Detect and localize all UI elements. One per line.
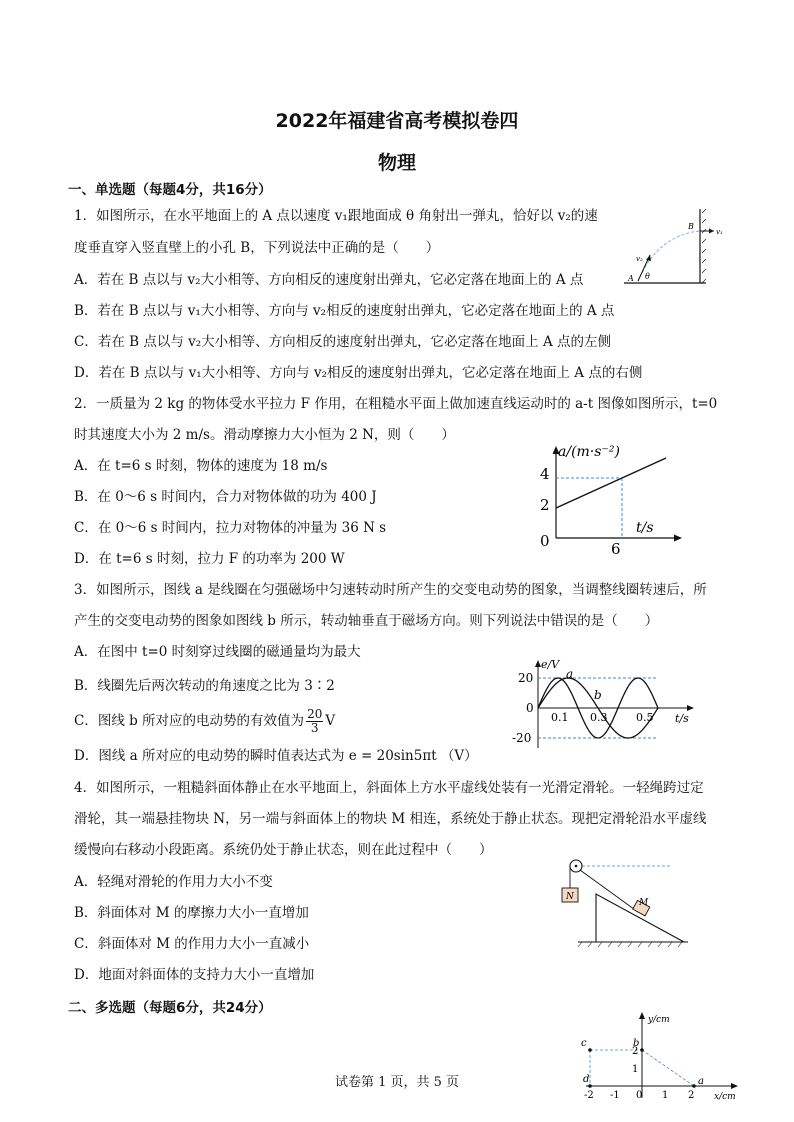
q3-option-c-fraction bbox=[306, 708, 323, 735]
q2-stem-line2: 时其速度大小为 2 m/s。滑动摩擦力大小恒为 2 N，则（ ） bbox=[74, 427, 455, 443]
q4-stem-line3: 缓慢向右移动小段距离。系统仍处于静止状态，则在此过程中（ ） bbox=[74, 842, 493, 858]
q3-option-a: A．在图中 t=0 时刻穿过线圈的磁通量均为最大 bbox=[74, 644, 361, 660]
page-footer: 试卷第 1 页，共 5 页 bbox=[334, 1075, 460, 1090]
q4-option-c: C．斜面体对 M 的作用力大小一直减小 bbox=[74, 936, 310, 952]
q4-option-a: A．轻绳对滑轮的作用力大小不变 bbox=[74, 874, 273, 890]
q2-series-line bbox=[556, 458, 666, 508]
q3-fraction-numerator: 20 bbox=[307, 707, 323, 721]
q4-stem-line2: 滑轮，其一端悬挂物块 N，另一端与斜面体上的物块 M 相连，系统处于静止状态。现把定滑轮沿水平虚线 bbox=[74, 811, 707, 827]
q1-option-a: A．若在 B 点以与 v₂大小相等、方向相反的速度射出弹丸，它必定落在地面上的 A 点 bbox=[74, 272, 584, 288]
q2-xtick-6: 6 bbox=[611, 540, 621, 558]
q1-stem-line2: 度垂直穿入竖直壁上的小孔 B，下列说法中正确的是（ ） bbox=[74, 240, 440, 256]
q2-option-b: B．在 0～6 s 时间内，合力对物体做的功为 400 J bbox=[74, 489, 377, 505]
q3-origin: 0 bbox=[526, 701, 534, 715]
q3-stem-line1: 3．如图所示，图线 a 是线圈在匀强磁场中匀速转动时所产生的交变电动势的图象，当调整线圈转速后，所 bbox=[74, 582, 707, 598]
q5-ytick: 1 bbox=[632, 1064, 639, 1075]
q1-projectile-figure bbox=[618, 205, 730, 287]
q5-y-axis-label: y/cm bbox=[648, 1015, 670, 1025]
q3-xtick-0.5: 0.5 bbox=[636, 711, 654, 724]
q2-x-axis-label: t/s bbox=[636, 520, 654, 536]
q5-point-label-c: c bbox=[581, 1038, 587, 1049]
q1-fig-label-v2: v₂ bbox=[636, 255, 643, 263]
q1-stem-line1: 1．如图所示，在水平地面上的 A 点以速度 v₁跟地面成 θ 角射出一弹丸，恰好以 v₂的速 bbox=[74, 208, 598, 224]
q4-stem-line1: 4．如图所示，一粗糙斜面体静止在水平地面上，斜面体上方水平虚线处装有一光滑定滑轮。一轻绳跨过定 bbox=[74, 780, 704, 796]
q4-fig-label-m: M bbox=[639, 898, 649, 908]
section-heading-single-choice: 一、单选题（每题4分，共16分） bbox=[68, 182, 272, 198]
q5-xtick: 1 bbox=[662, 1090, 669, 1101]
q2-option-c: C．在 0～6 s 时间内，拉力对物体的冲量为 36 N s bbox=[74, 520, 387, 536]
q3-option-c bbox=[74, 708, 335, 735]
q4-fig-label-n: N bbox=[566, 892, 574, 902]
q3-y-axis-label: e/V bbox=[541, 658, 560, 671]
q3-ytick-20: 20 bbox=[518, 671, 534, 685]
q2-option-d: D．在 t=6 s 时刻，拉力 F 的功率为 200 W bbox=[74, 551, 345, 567]
q3-option-b: B．线圈先后两次转动的角速度之比为 3∶2 bbox=[74, 678, 335, 694]
q2-a-t-chart bbox=[528, 442, 688, 558]
q5-point-b bbox=[640, 1048, 644, 1052]
q3-option-d: D．图线 a 所对应的电动势的瞬时值表达式为 e = 20sin5πt （V） bbox=[74, 748, 478, 764]
q5-xtick: 0 bbox=[636, 1090, 643, 1101]
q1-option-c: C．若在 B 点以与 v₂大小相等、方向相反的速度射出弹丸，它必定落在地面上 A 点的左侧 bbox=[74, 334, 611, 350]
q3-series-a-label: a bbox=[566, 667, 574, 681]
q3-fraction-denominator: 3 bbox=[310, 721, 319, 735]
q3-xtick-0.3: 0.3 bbox=[590, 711, 608, 724]
q2-ytick-2: 2 bbox=[540, 496, 550, 514]
q5-x-axis-label: x/cm bbox=[714, 1092, 736, 1102]
q3-option-c-text: C．图线 b 所对应的电动势的有效值为 bbox=[74, 713, 305, 729]
q2-stem-line1: 2．一质量为 2 kg 的物体受水平拉力 F 作用，在粗糙水平面上做加速直线运动时的 a-t 图像如图所示，t=0 bbox=[74, 396, 718, 412]
q5-xtick: -1 bbox=[610, 1090, 620, 1101]
q1-option-b: B．若在 B 点以与 v₁大小相等、方向与 v₂相反的速度射出弹丸，它必定落在地面上的 A 点 bbox=[74, 303, 615, 319]
q1-fig-label-a: A bbox=[628, 274, 634, 283]
q3-series-b-label: b bbox=[594, 688, 602, 702]
q2-option-a: A．在 t=6 s 时刻，物体的速度为 18 m/s bbox=[74, 458, 328, 474]
q3-xtick-0.1: 0.1 bbox=[551, 711, 569, 724]
q1-fig-label-theta: θ bbox=[645, 272, 650, 281]
q3-ytick-neg20: -20 bbox=[512, 731, 532, 745]
q5-xtick: 2 bbox=[688, 1090, 695, 1101]
q1-fig-label-v1: v₁ bbox=[716, 228, 723, 236]
q2-origin: 0 bbox=[540, 532, 550, 550]
q5-ytick: 2 bbox=[632, 1046, 639, 1057]
q3-option-c-unit: V bbox=[325, 713, 336, 729]
q5-point-label-d: d bbox=[583, 1074, 590, 1085]
q1-fig-label-b: B bbox=[688, 222, 694, 231]
q5-point-c bbox=[588, 1048, 592, 1052]
q5-xtick: -2 bbox=[584, 1090, 594, 1101]
q4-pulley-incline-figure bbox=[552, 852, 692, 952]
section-heading-multiple-choice: 二、多选题（每题6分，共24分） bbox=[68, 1000, 272, 1016]
q5-point-label-b: b bbox=[633, 1038, 640, 1049]
q3-e-t-chart bbox=[508, 656, 700, 752]
q4-option-b: B．斜面体对 M 的摩擦力大小一直增加 bbox=[74, 905, 309, 921]
q5-point-label-a: a bbox=[698, 1076, 704, 1087]
q2-ytick-4: 4 bbox=[540, 465, 550, 483]
exam-title: 2022年福建省高考模拟卷四 bbox=[275, 110, 519, 132]
q3-stem-line2: 产生的交变电动势的图象如图线 b 所示，转动轴垂直于磁场方向。则下列说法中错误的是（ ） bbox=[74, 613, 659, 629]
subject-title: 物理 bbox=[377, 152, 416, 174]
q4-option-d: D．地面对斜面体的支持力大小一直增加 bbox=[74, 967, 315, 983]
q3-x-axis-label: t/s bbox=[675, 712, 689, 725]
q1-option-d: D．若在 B 点以与 v₁大小相等、方向与 v₂相反的速度射出弹丸，它必定落在地面上 A 点的右侧 bbox=[74, 365, 643, 381]
q2-y-axis-label: a/(m·s⁻²) bbox=[558, 444, 620, 460]
